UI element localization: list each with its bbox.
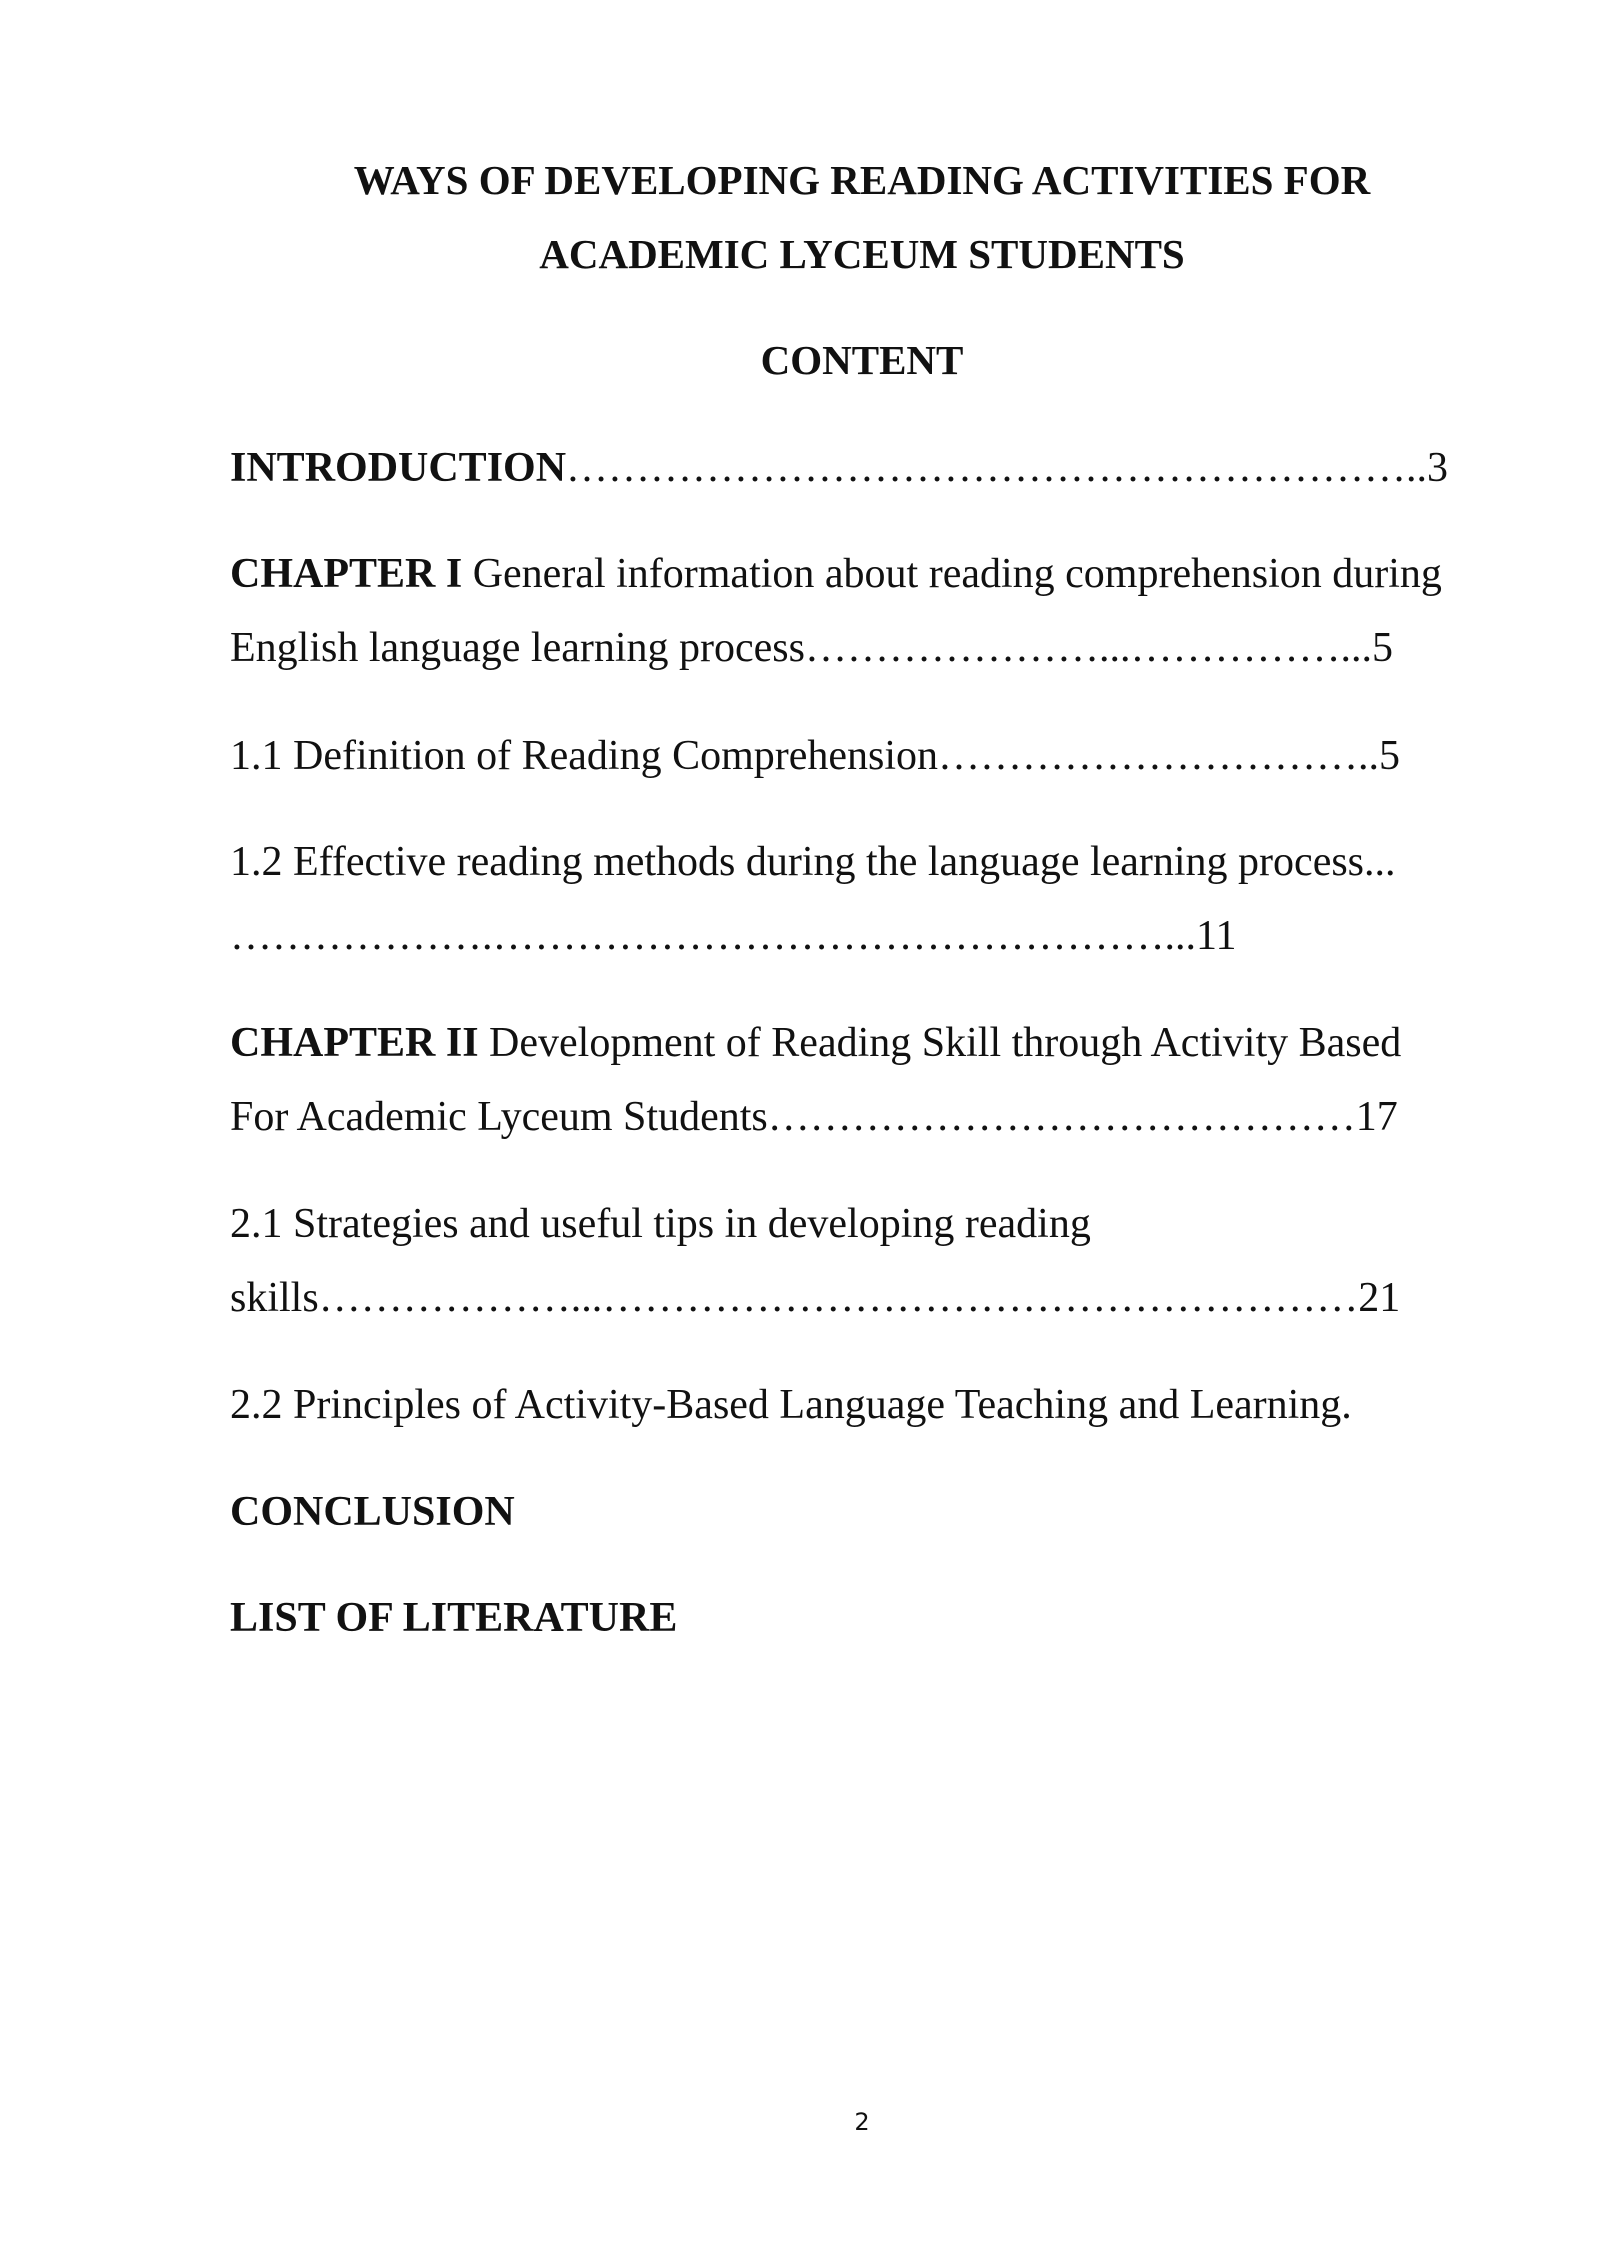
toc-conclusion: CONCLUSION: [230, 1489, 515, 1535]
toc-section-2-2: 2.2 Principles of Activity-Based Language Teaching and Learning.: [230, 1382, 1352, 1428]
toc-chapter-2-line-2: For Academic Lyceum Students……………………………………17: [230, 1094, 1398, 1140]
toc-introduction: [230, 444, 1448, 492]
document-title: [0, 143, 1600, 291]
toc-section-1-2-line-1: 1.2 Effective reading methods during the language learning process...: [230, 839, 1396, 885]
toc-chapter-1-label: CHAPTER I: [230, 551, 463, 597]
page-number: 2: [854, 2108, 870, 2136]
toc-section-2-1-line-2: skills………………...………………………………………………21: [230, 1275, 1401, 1321]
toc-section-1-2-line-2: ……………….…………………………………………...11: [230, 913, 1237, 959]
toc-section-1-1: 1.1 Definition of Reading Comprehension…………………………..5: [230, 733, 1401, 779]
title-line-1: WAYS OF DEVELOPING READING ACTIVITIES FOR: [353, 157, 1371, 203]
toc-chapter-1-title: General information about reading comprehension during: [462, 551, 1442, 597]
toc-chapter-1-line-2: English language learning process…………………...……………...5: [230, 625, 1393, 671]
toc-chapter-2-title: Development of Reading Skill through Activity Based: [478, 1020, 1402, 1066]
toc-section-2-1-line-1: 2.1 Strategies and useful tips in developing reading: [230, 1201, 1091, 1247]
title-line-2: ACADEMIC LYCEUM STUDENTS: [539, 231, 1185, 277]
toc-introduction-leader: ……………………………………………………..3: [566, 445, 1449, 491]
toc-chapter-2-label: CHAPTER II: [230, 1020, 479, 1066]
toc-chapter-2-line-1: [230, 1019, 1401, 1067]
toc-list-of-literature: LIST OF LITERATURE: [230, 1595, 678, 1641]
toc-chapter-1-line-1: [230, 550, 1442, 598]
toc-introduction-label: INTRODUCTION: [230, 445, 567, 491]
content-heading: CONTENT: [760, 337, 964, 383]
